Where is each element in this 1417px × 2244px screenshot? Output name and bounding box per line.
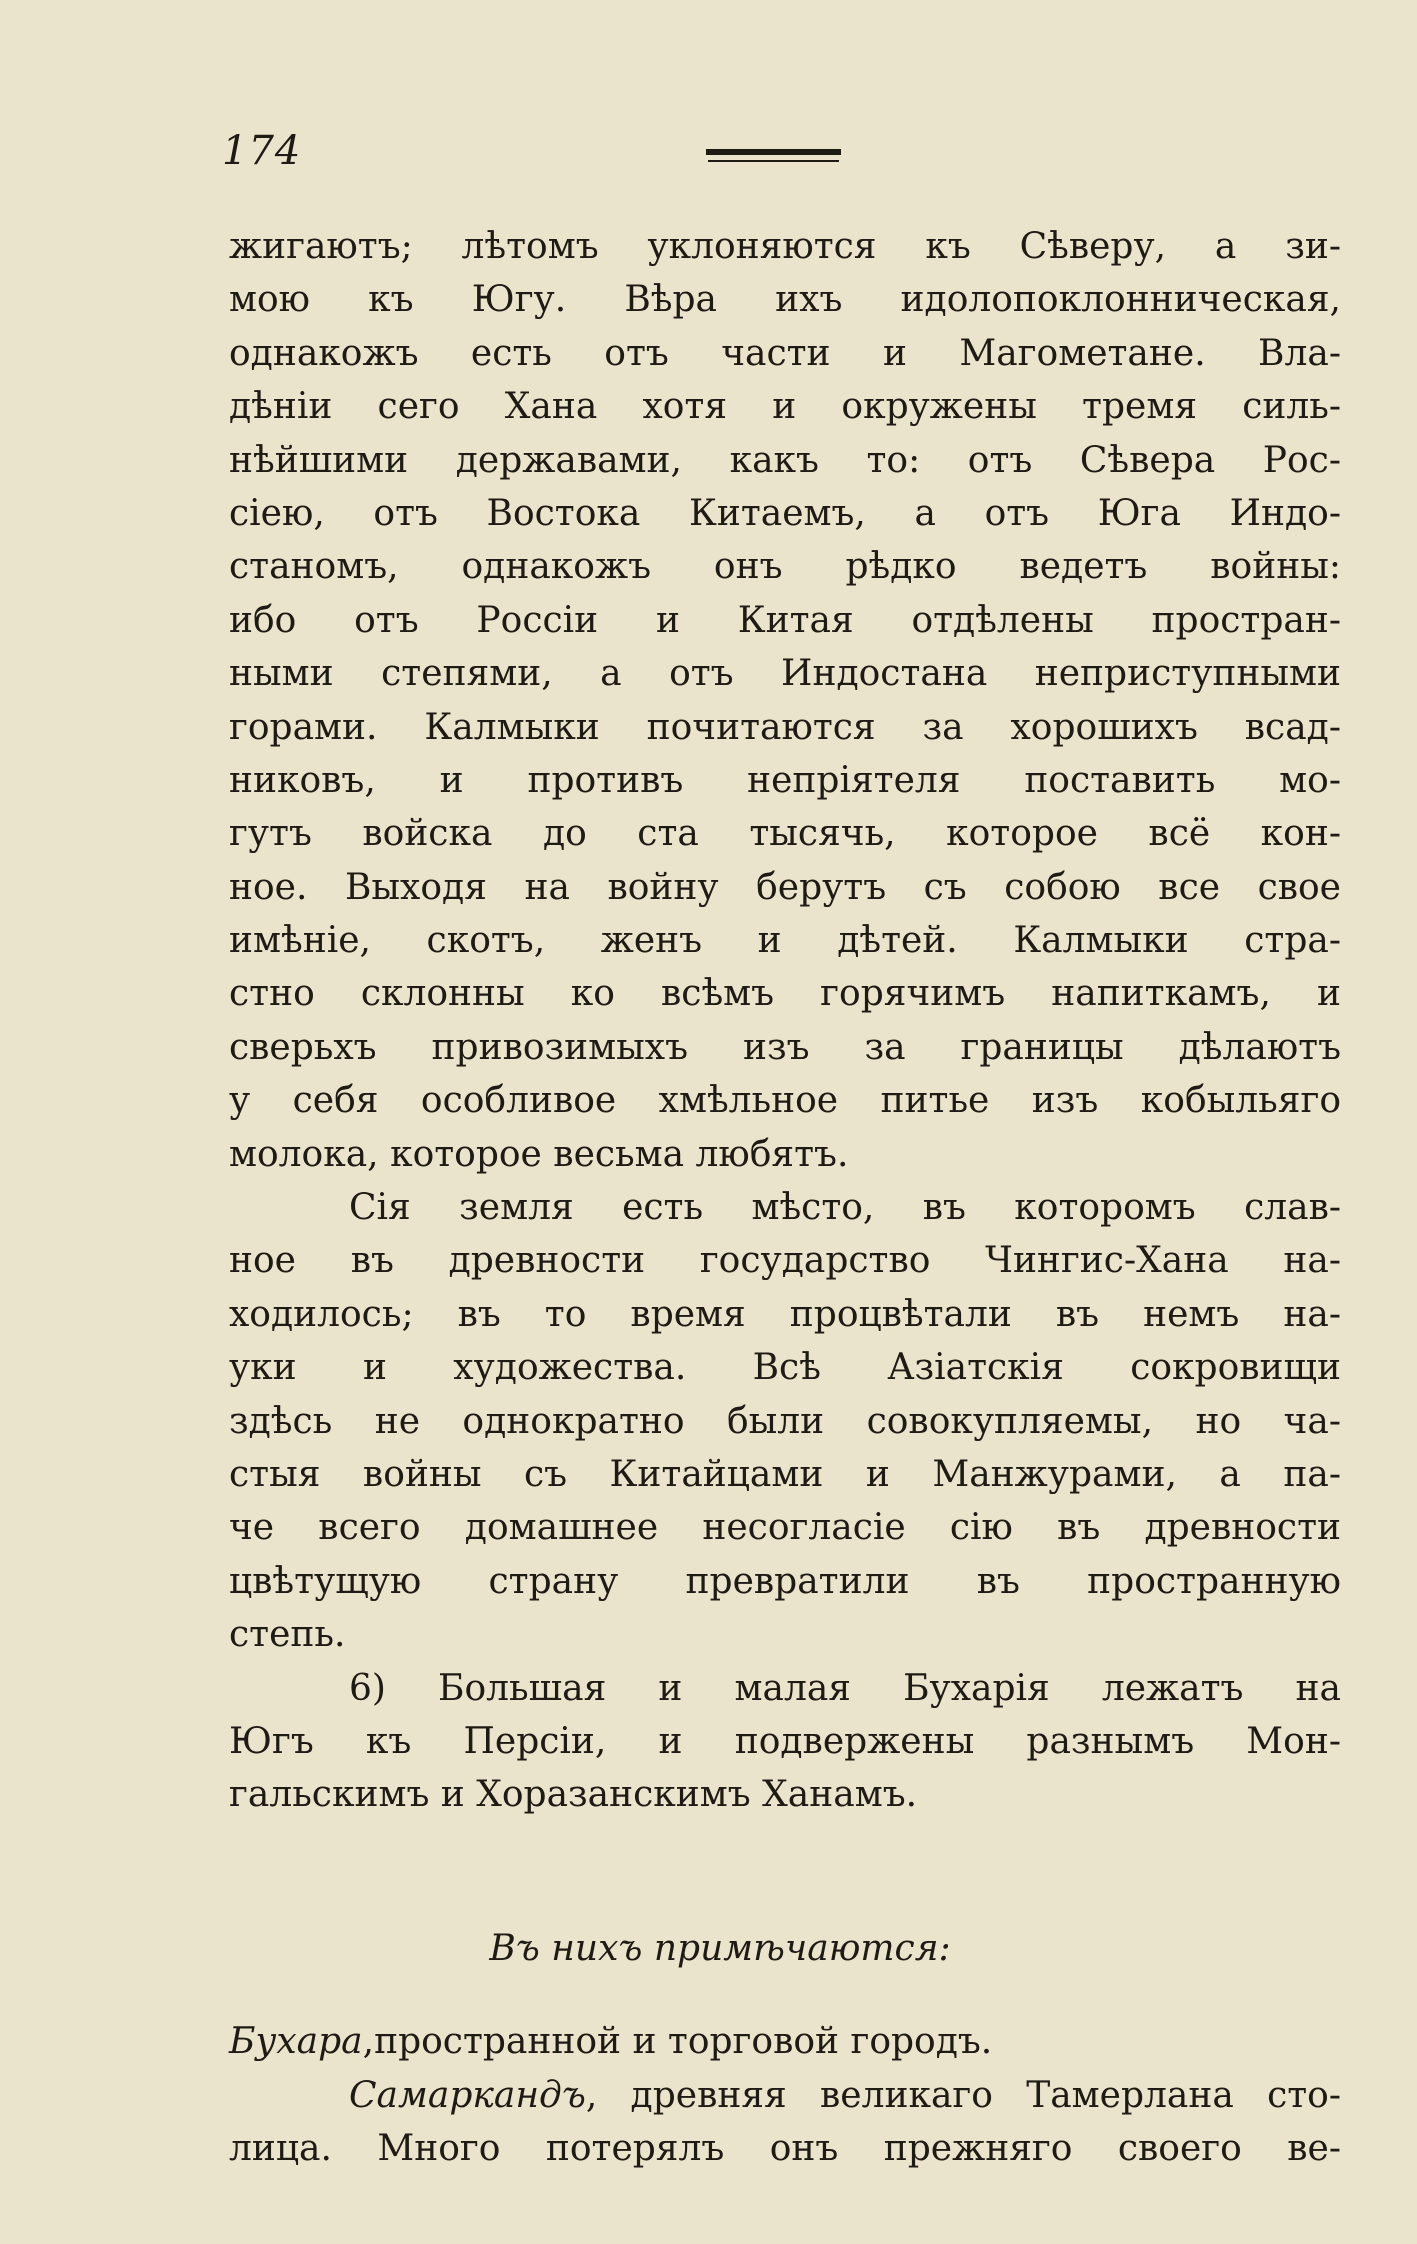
text-line: ными степями, а отъ Индостана неприступными xyxy=(229,653,1341,695)
entry-bukhara xyxy=(229,2015,1341,2068)
entry-text: ,пространной и торговой городъ. xyxy=(362,2021,993,2063)
header-rule-thick xyxy=(706,149,841,155)
body-text xyxy=(229,220,1341,2175)
text-line: сiею, отъ Востока Китаемъ, а отъ Юга Индо- xyxy=(229,492,1341,534)
text-line: Югъ къ Персiи, и подвержены разнымъ Мон- xyxy=(229,1720,1341,1762)
text-line: гальскимъ и Хоразанскимъ Ханамъ. xyxy=(229,1774,918,1816)
text-line: степь. xyxy=(229,1614,346,1656)
paragraph-2 xyxy=(229,1181,1341,1662)
text-line: стыя войны съ Китайцами и Манжурами, а па- xyxy=(229,1453,1341,1495)
text-line: ибо отъ Россiи и Китая отдѣлены простран- xyxy=(229,599,1341,641)
text-line: ное въ древности государство Чингис-Хана на- xyxy=(229,1240,1341,1282)
text-line: че всего домашнее несогласiе сiю въ древности xyxy=(229,1507,1341,1549)
entry-samarkand xyxy=(229,2069,1341,2122)
text-line: молока, которое весьма любятъ. xyxy=(229,1133,849,1175)
text-line: станомъ, однакожъ онъ рѣдко ведетъ войны: xyxy=(229,546,1341,588)
paragraph-3 xyxy=(229,1662,1341,1822)
text-line: никовъ, и противъ непрiятеля поставить мо- xyxy=(229,759,1341,801)
section-heading: Въ нихъ примѣчаются: xyxy=(489,1927,951,1969)
section-spacer xyxy=(229,1975,1341,2015)
text-line: у себя особливое хмѣльное питье изъ кобыльяго xyxy=(229,1080,1341,1122)
text-line: жигаютъ; лѣтомъ уклоняются къ Сѣверу, а зи- xyxy=(229,226,1341,267)
entry-name: Бухара xyxy=(229,2021,363,2063)
text-line: 6) Большая и малая Бухарiя лежатъ на xyxy=(349,1667,1341,1709)
paragraph-1 xyxy=(229,220,1341,1181)
text-line: горами. Калмыки почитаются за хорошихъ всад- xyxy=(229,706,1341,748)
text-line: стно склонны ко всѣмъ горячимъ напиткамъ, и xyxy=(229,973,1341,1015)
text-line: нѣйшими державами, какъ то: отъ Сѣвера Рос- xyxy=(229,439,1341,481)
text-line: цвѣтущую страну превратили въ пространную xyxy=(229,1560,1341,1602)
page-number: 174 xyxy=(222,128,302,174)
text-line: Сiя земля есть мѣсто, въ которомъ слав- xyxy=(349,1187,1341,1229)
text-line: имѣнiе, скотъ, женъ и дѣтей. Калмыки стра- xyxy=(229,920,1341,962)
entry-text: , древняя великаго Тамерлана сто- xyxy=(585,2074,1341,2116)
text-line: сверьхъ привозимыхъ изъ за границы дѣлаютъ xyxy=(229,1026,1341,1068)
text-line: ходилось; въ то время процвѣтали въ немъ на- xyxy=(229,1293,1341,1335)
entry-name: Самаркандъ xyxy=(349,2074,586,2116)
text-line: гутъ войска до ста тысячь, которое всё кон- xyxy=(229,813,1341,855)
header-rule xyxy=(706,149,841,165)
text-line: лица. Много потерялъ онъ прежняго своего ве- xyxy=(229,2127,1341,2169)
text-line: мою къ Югу. Вѣра ихъ идолопоклонническая, xyxy=(229,279,1341,321)
text-line: ное. Выходя на войну берутъ съ собою все свое xyxy=(229,866,1341,908)
header-rule-thin xyxy=(708,160,839,162)
section-spacer xyxy=(229,1822,1341,1922)
text-line: дѣнiи сего Хана хотя и окружены тремя силь- xyxy=(229,386,1341,428)
text-line: здѣсь не однократно были совокупляемы, но ча- xyxy=(229,1400,1341,1442)
text-line: уки и художества. Всѣ Азiатскiя сокровищи xyxy=(229,1347,1341,1389)
text-line: однакожъ есть отъ части и Магометане. Вла- xyxy=(229,332,1341,374)
